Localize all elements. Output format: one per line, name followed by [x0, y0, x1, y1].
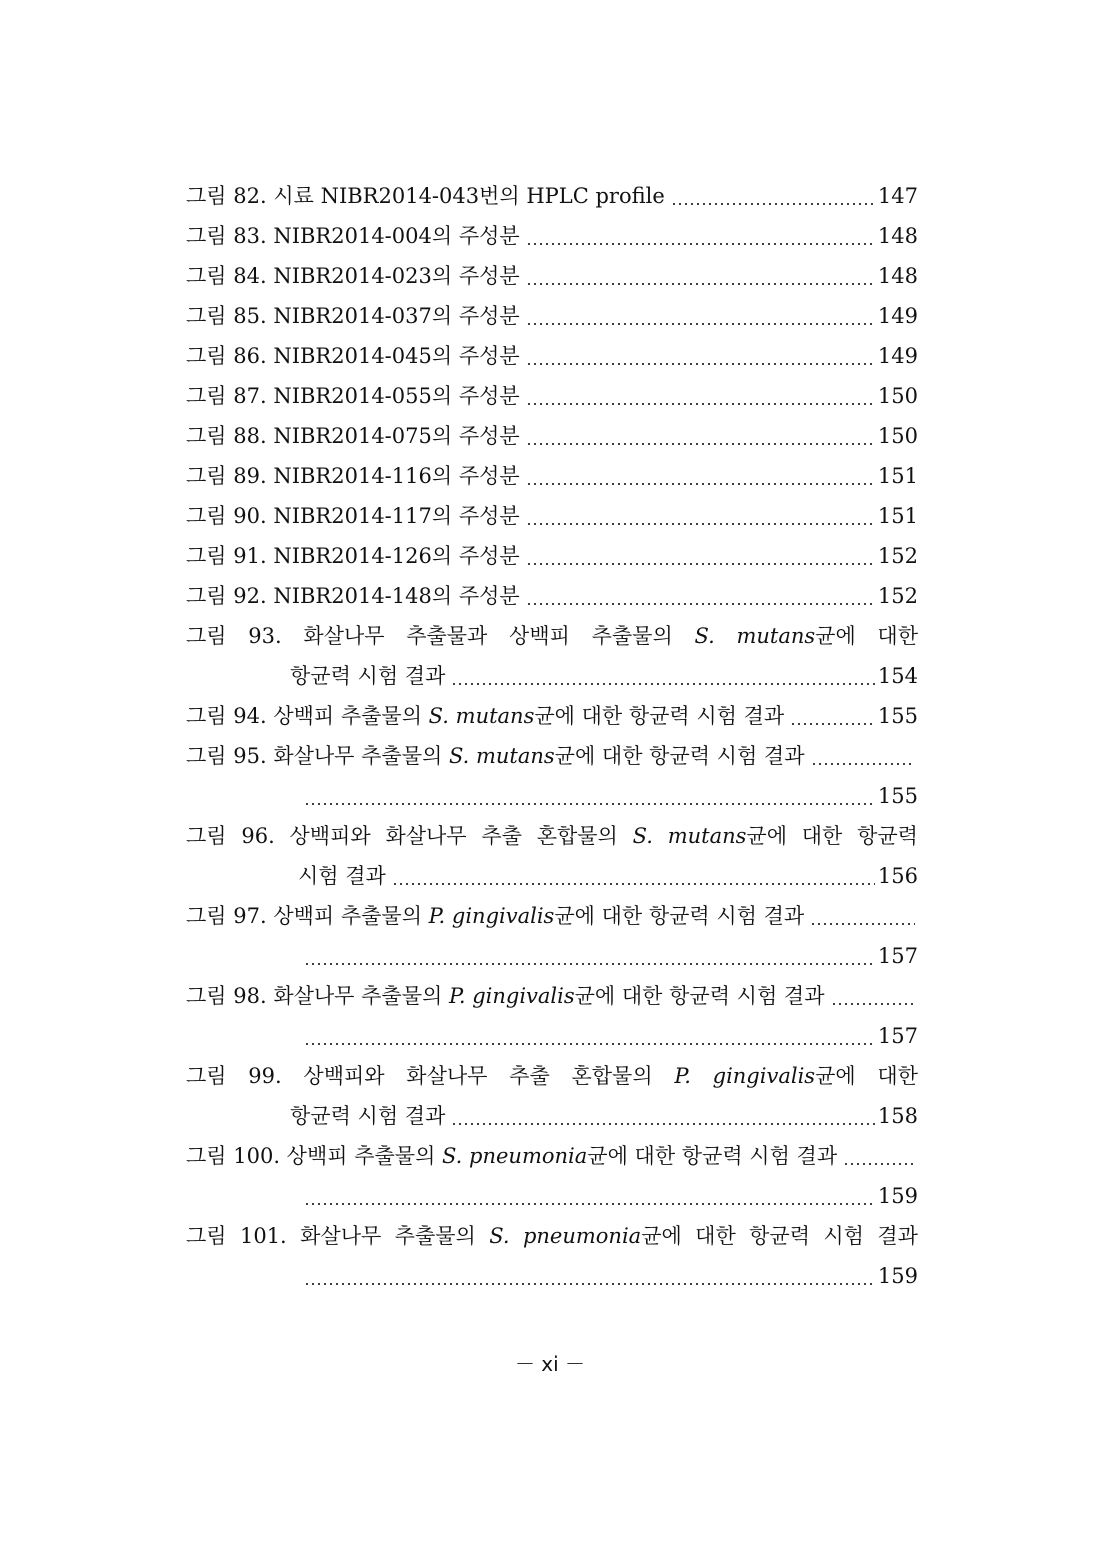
entry-label: 그림 98. 화살나무 추출물의 P. gingivalis균에 대한 항균력 시험 결과 [186, 984, 825, 1008]
table-of-figures [186, 176, 918, 1296]
leader-dots [810, 896, 915, 936]
entry-word: P. [674, 1064, 691, 1088]
toc-entry-93[interactable] [186, 616, 918, 656]
page-number: 159 [877, 1264, 918, 1288]
page-number: 152 [877, 584, 918, 608]
toc-entry[interactable] [186, 416, 918, 456]
page-number: 151 [877, 504, 918, 528]
page-number: 150 [877, 424, 918, 448]
toc-entry-98-cont[interactable] [186, 1016, 918, 1056]
toc-entry-101-cont[interactable] [186, 1256, 918, 1296]
entry-word: S. [632, 824, 653, 848]
entry-word: 추출 [481, 824, 522, 848]
page-number: 157 [877, 944, 918, 968]
page-number: 149 [877, 344, 918, 368]
entry-label: 그림 97. 상백피 추출물의 P. gingivalis균에 대한 항균력 시험 결과 [186, 904, 805, 928]
entry-word: 96. [241, 824, 275, 848]
entry-word: 추출 [509, 1064, 550, 1088]
page-number: 159 [877, 1184, 918, 1208]
entry-word: mutans균에 [736, 624, 856, 648]
entry-label: 그림 83. NIBR2014-004의 주성분 [186, 224, 520, 248]
leader-dots [526, 216, 875, 256]
page-number: 157 [877, 1024, 918, 1048]
entry-label: 그림 87. NIBR2014-055의 주성분 [186, 384, 520, 408]
toc-entry[interactable] [186, 216, 918, 256]
toc-entry-94[interactable] [186, 696, 918, 736]
toc-entry[interactable] [186, 176, 918, 216]
leader-dots [831, 976, 916, 1016]
toc-entry-97-cont[interactable] [186, 936, 918, 976]
entry-label: 항균력 시험 결과 [290, 664, 446, 688]
entry-label: 그림 92. NIBR2014-148의 주성분 [186, 584, 520, 608]
entry-word: 대한 [877, 624, 918, 648]
entry-word: 101. [239, 1224, 287, 1248]
leader-dots [790, 696, 875, 736]
toc-entry-95-cont[interactable] [186, 776, 918, 816]
entry-label: 그림 88. NIBR2014-075의 주성분 [186, 424, 520, 448]
toc-entry-100-cont[interactable] [186, 1176, 918, 1216]
entry-label: 그림 82. 시료 NIBR2014-043번의 HPLC profile [186, 184, 665, 208]
entry-word: 그림 [186, 624, 227, 648]
leader-dots [526, 336, 875, 376]
entry-label: 그림 90. NIBR2014-117의 주성분 [186, 504, 520, 528]
entry-word: 93. [248, 624, 282, 648]
toc-entry-100[interactable] [186, 1136, 918, 1176]
toc-entry-95[interactable] [186, 736, 918, 776]
entry-word: 혼합물의 [536, 824, 618, 848]
entry-word: 항균력 [857, 824, 918, 848]
leader-dots [304, 776, 875, 816]
toc-entry[interactable] [186, 336, 918, 376]
entry-label: 그림 91. NIBR2014-126의 주성분 [186, 544, 520, 568]
leader-dots [304, 936, 875, 976]
entry-label: 그림 84. NIBR2014-023의 주성분 [186, 264, 520, 288]
page-number: 158 [877, 1104, 918, 1128]
entry-word: 항균력 [749, 1224, 810, 1248]
leader-dots [526, 416, 875, 456]
entry-word: 그림 [186, 824, 227, 848]
toc-entry[interactable] [186, 456, 918, 496]
entry-word: 추출물의 [591, 624, 673, 648]
entry-word: gingivalis균에 [712, 1064, 856, 1088]
leader-dots [526, 256, 875, 296]
leader-dots [392, 856, 875, 896]
entry-word: 혼합물의 [571, 1064, 653, 1088]
entry-word: 화살나무 [385, 824, 467, 848]
entry-label: 그림 100. 상백피 추출물의 S. pneumonia균에 대한 항균력 시험 결과 [186, 1144, 838, 1168]
toc-entry-93-cont[interactable] [186, 656, 918, 696]
leader-dots [526, 456, 875, 496]
page-number: 155 [877, 784, 918, 808]
page-number: 155 [877, 704, 918, 728]
leader-dots [451, 656, 875, 696]
page-number: 150 [877, 384, 918, 408]
entry-word: 추출물의 [394, 1224, 476, 1248]
entry-word: mutans균에 [667, 824, 787, 848]
entry-label: 시험 결과 [298, 864, 386, 888]
entry-word: 결과 [877, 1224, 918, 1248]
entry-label: 항균력 시험 결과 [290, 1104, 446, 1128]
toc-entry-98[interactable] [186, 976, 918, 1016]
leader-dots [304, 1256, 875, 1296]
entry-word: 상백피와 [289, 824, 371, 848]
page-number: 148 [877, 224, 918, 248]
leader-dots [811, 736, 915, 776]
page-footer-number: － xi － [514, 1352, 586, 1376]
toc-entry-97[interactable] [186, 896, 918, 936]
entry-word: 그림 [186, 1224, 227, 1248]
entry-word: 추출물과 [406, 624, 488, 648]
leader-dots [526, 496, 875, 536]
toc-entry[interactable] [186, 536, 918, 576]
entry-label: 그림 95. 화살나무 추출물의 S. mutans균에 대한 항균력 시험 결과 [186, 744, 805, 768]
toc-entry-96-cont[interactable] [186, 856, 918, 896]
leader-dots [526, 376, 875, 416]
page-number: 151 [877, 464, 918, 488]
leader-dots [526, 536, 875, 576]
toc-entry[interactable] [186, 576, 918, 616]
leader-dots [526, 576, 875, 616]
toc-entry[interactable] [186, 296, 918, 336]
entry-word: S. [694, 624, 715, 648]
leader-dots [671, 176, 875, 216]
entry-word: 시험 [823, 1224, 864, 1248]
toc-entry-99[interactable] [186, 1056, 918, 1096]
entry-word: 대한 [877, 1064, 918, 1088]
entry-word: 화살나무 [300, 1224, 382, 1248]
entry-word: pneumonia균에 [522, 1224, 682, 1248]
leader-dots [843, 1136, 915, 1176]
entry-word: 99. [248, 1064, 282, 1088]
entry-word: 상백피와 [303, 1064, 385, 1088]
entry-label: 그림 86. NIBR2014-045의 주성분 [186, 344, 520, 368]
page-number: 148 [877, 264, 918, 288]
toc-entry-96[interactable] [186, 816, 918, 856]
entry-word: 화살나무 [406, 1064, 488, 1088]
toc-entry[interactable] [186, 376, 918, 416]
page-number: 147 [877, 184, 918, 208]
page-number: 152 [877, 544, 918, 568]
page-number: 154 [877, 664, 918, 688]
page-number: 156 [877, 864, 918, 888]
page-number: 149 [877, 304, 918, 328]
toc-entry-99-cont[interactable] [186, 1096, 918, 1136]
entry-word: 대한 [801, 824, 843, 848]
entry-word: S. [489, 1224, 510, 1248]
leader-dots [526, 296, 875, 336]
toc-entry[interactable] [186, 256, 918, 296]
entry-word: 대한 [695, 1224, 736, 1248]
entry-label: 그림 89. NIBR2014-116의 주성분 [186, 464, 520, 488]
entry-word: 그림 [186, 1064, 227, 1088]
leader-dots [304, 1176, 875, 1216]
toc-entry[interactable] [186, 496, 918, 536]
entry-word: 화살나무 [303, 624, 385, 648]
leader-dots [451, 1096, 875, 1136]
entry-label: 그림 85. NIBR2014-037의 주성분 [186, 304, 520, 328]
toc-entry-101[interactable] [186, 1216, 918, 1256]
entry-word: 상백피 [509, 624, 570, 648]
entry-label: 그림 94. 상백피 추출물의 S. mutans균에 대한 항균력 시험 결과 [186, 704, 785, 728]
leader-dots [304, 1016, 875, 1056]
